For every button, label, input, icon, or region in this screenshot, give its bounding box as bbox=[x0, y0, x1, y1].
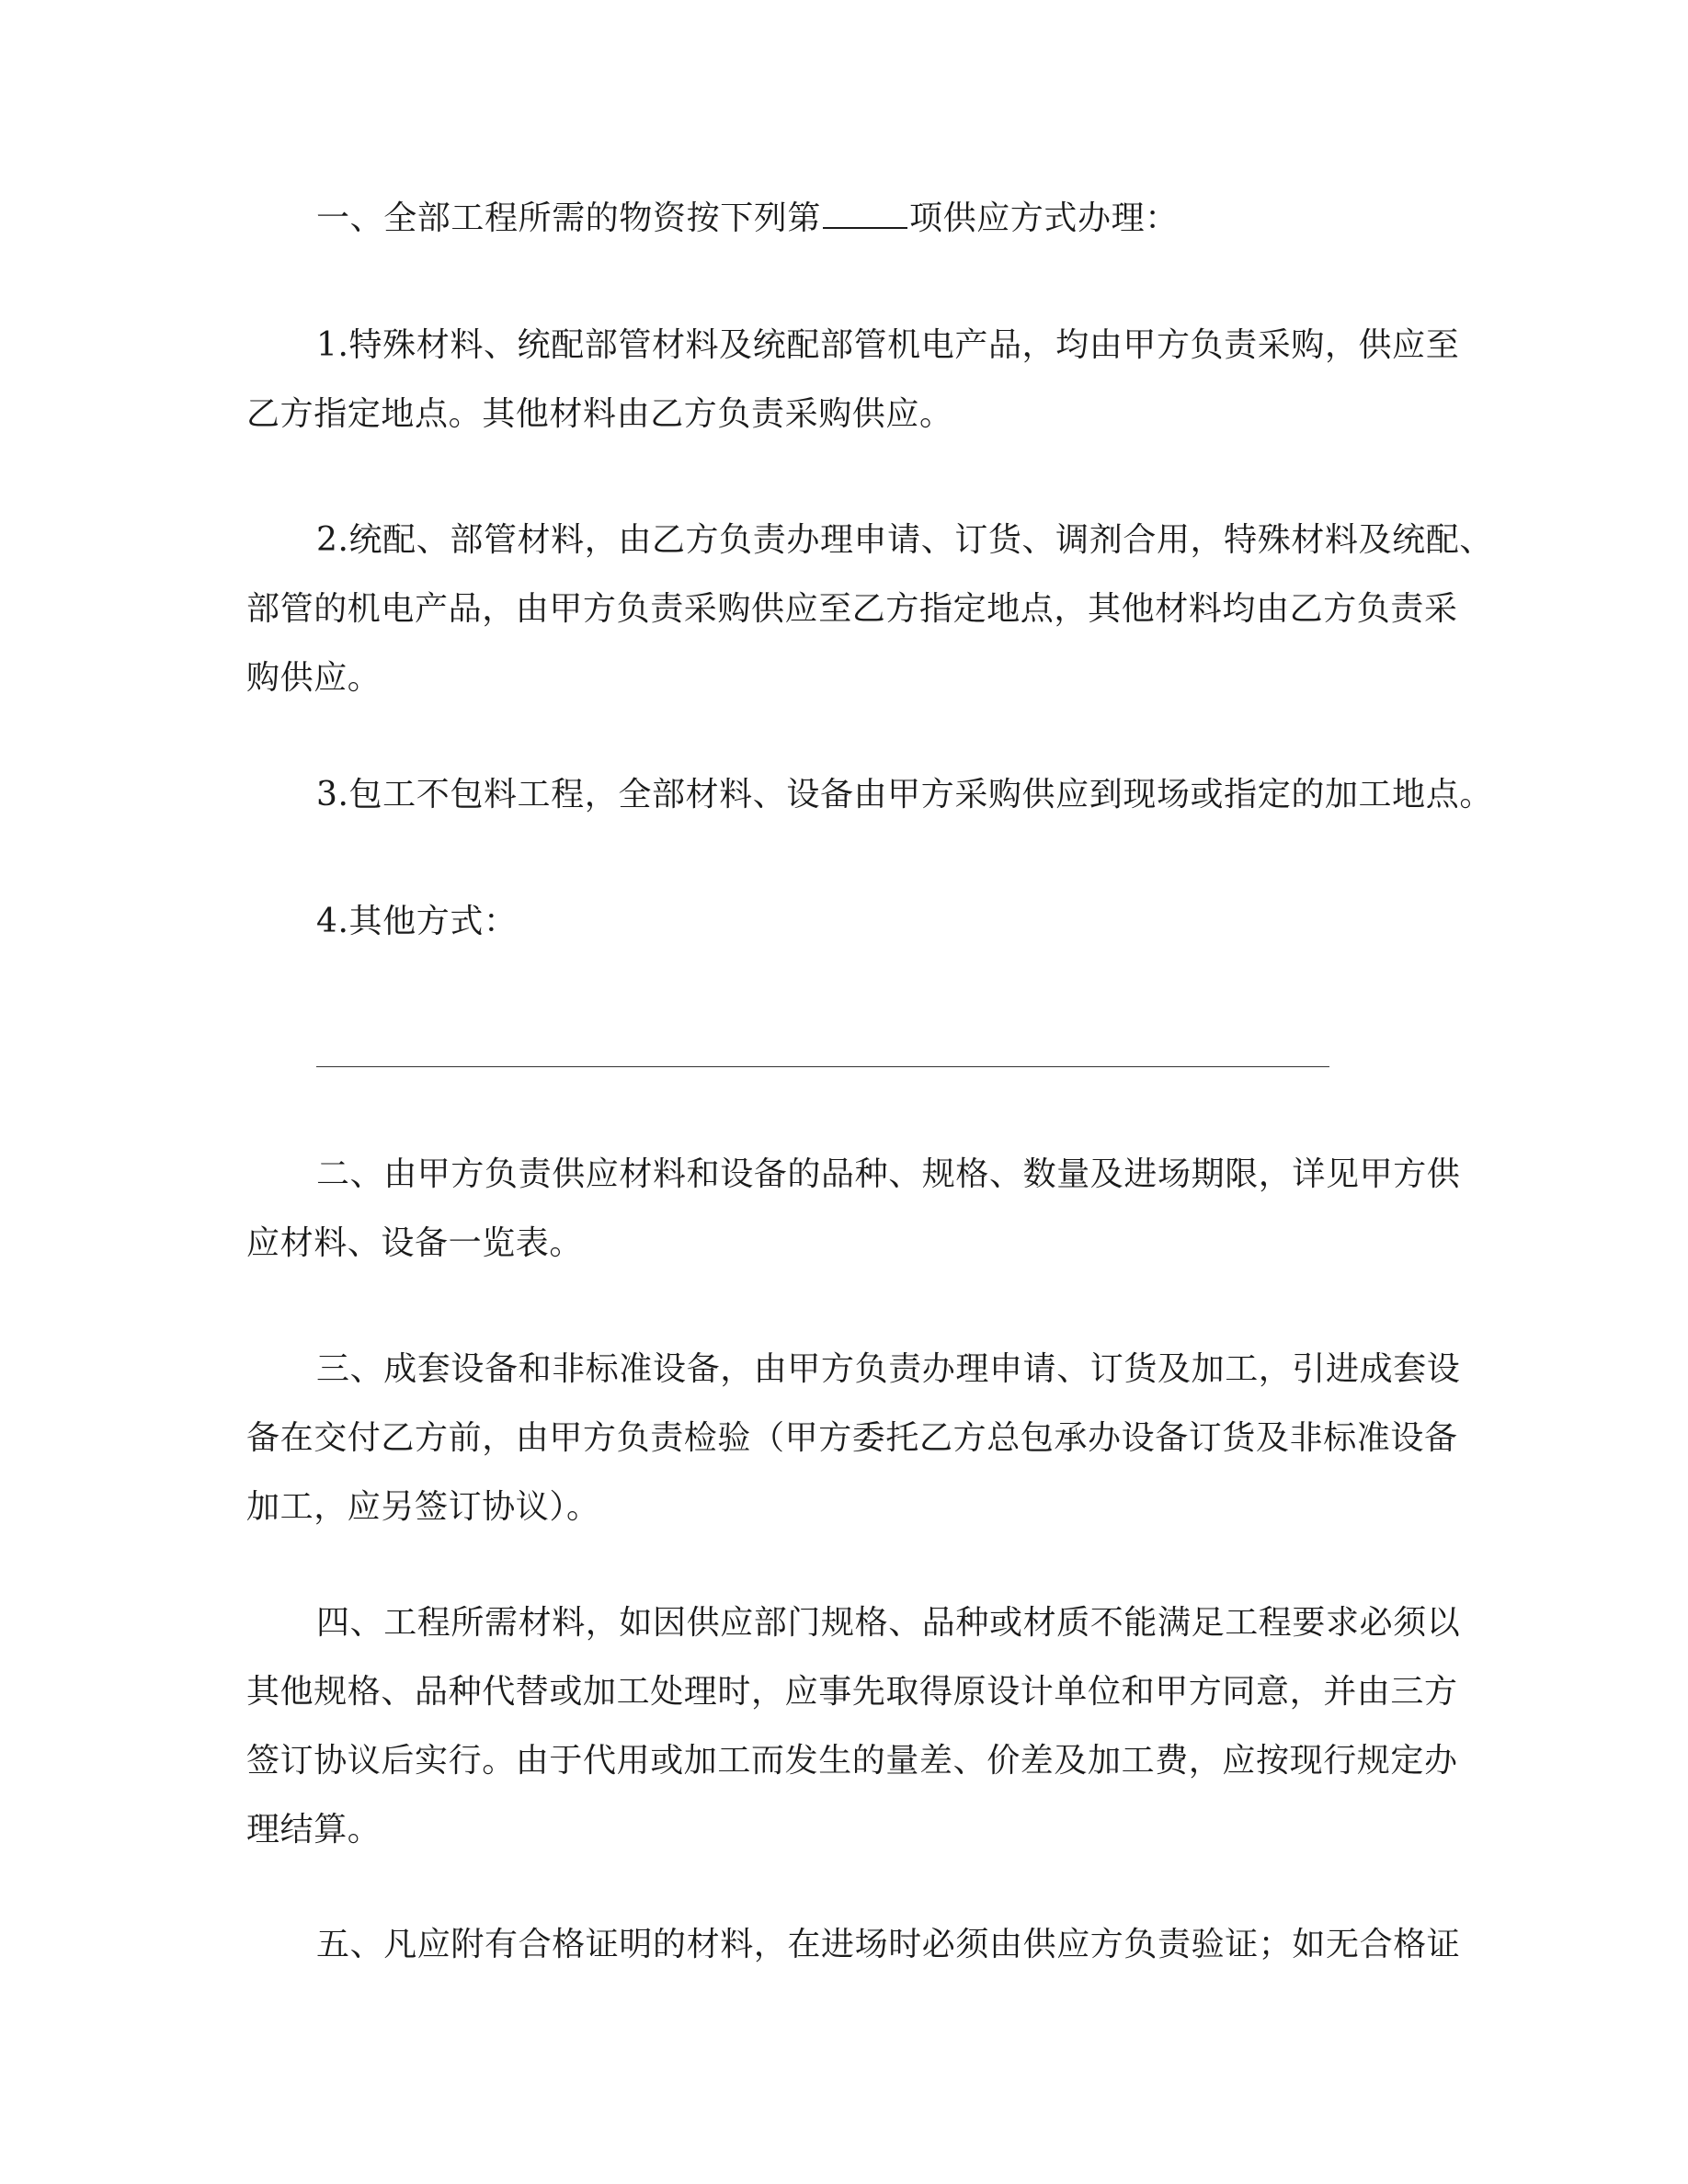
clause-4-line-2: 其他规格、品种代替或加工处理时，应事先取得原设计单位和甲方同意，并由三方 bbox=[246, 1673, 1458, 1711]
item-3 bbox=[246, 760, 1493, 829]
item-3-line-1: 3.包工不包料工程，全部材料、设备由甲方采购供应到现场或指定的加工地点。 bbox=[316, 776, 1493, 813]
item-4 bbox=[246, 887, 1434, 956]
clause-4-line-4: 理结算。 bbox=[246, 1811, 382, 1848]
clause-1-prefix: 一、全部工程所需的物资按下列第 bbox=[316, 199, 822, 237]
item-1-line-1: 1.特殊材料、统配部管材料及统配部管机电产品，均由甲方负责采购，供应至 bbox=[316, 326, 1460, 364]
item-2 bbox=[246, 506, 1493, 712]
clause-5 bbox=[246, 1910, 1461, 1979]
item-2-line-3: 购供应。 bbox=[246, 659, 382, 697]
clause-4 bbox=[246, 1588, 1461, 1864]
fill-in-blank[interactable] bbox=[823, 199, 907, 229]
clause-2-line-2: 应材料、设备一览表。 bbox=[246, 1224, 584, 1262]
item-1-line-2: 乙方指定地点。其他材料由乙方负责采购供应。 bbox=[246, 395, 953, 433]
item-4-line-1: 4.其他方式： bbox=[316, 903, 518, 940]
clause-1 bbox=[246, 184, 1434, 253]
clause-2 bbox=[246, 1140, 1461, 1278]
item-2-line-2: 部管的机电产品，由甲方负责采购供应至乙方指定地点，其他材料均由乙方负责采 bbox=[246, 590, 1458, 628]
item-1 bbox=[246, 311, 1460, 449]
clause-3 bbox=[246, 1335, 1461, 1541]
clause-3-line-2: 备在交付乙方前，由甲方负责检验（甲方委托乙方总包承办设备订货及非标准设备 bbox=[246, 1419, 1458, 1457]
clause-3-line-1: 三、成套设备和非标准设备，由甲方负责办理申请、订货及加工，引进成套设 bbox=[316, 1350, 1461, 1388]
clause-2-line-1: 二、由甲方负责供应材料和设备的品种、规格、数量及进场期限，详见甲方供 bbox=[316, 1155, 1461, 1193]
clause-1-line bbox=[246, 184, 1434, 253]
clause-1-suffix: 项供应方式办理： bbox=[909, 199, 1179, 237]
clause-4-line-1: 四、工程所需材料，如因供应部门规格、品种或材质不能满足工程要求必须以 bbox=[316, 1604, 1461, 1642]
clause-4-line-3: 签订协议后实行。由于代用或加工而发生的量差、价差及加工费，应按现行规定办 bbox=[246, 1742, 1458, 1780]
clause-3-line-3: 加工，应另签订协议）。 bbox=[246, 1488, 600, 1526]
other-method-blank-line[interactable] bbox=[316, 1066, 1329, 1067]
clause-5-line-1: 五、凡应附有合格证明的材料，在进场时必须由供应方负责验证；如无合格证 bbox=[316, 1926, 1461, 1963]
item-2-line-1: 2.统配、部管材料，由乙方负责办理申请、订货、调剂合用，特殊材料及统配、 bbox=[316, 521, 1493, 559]
